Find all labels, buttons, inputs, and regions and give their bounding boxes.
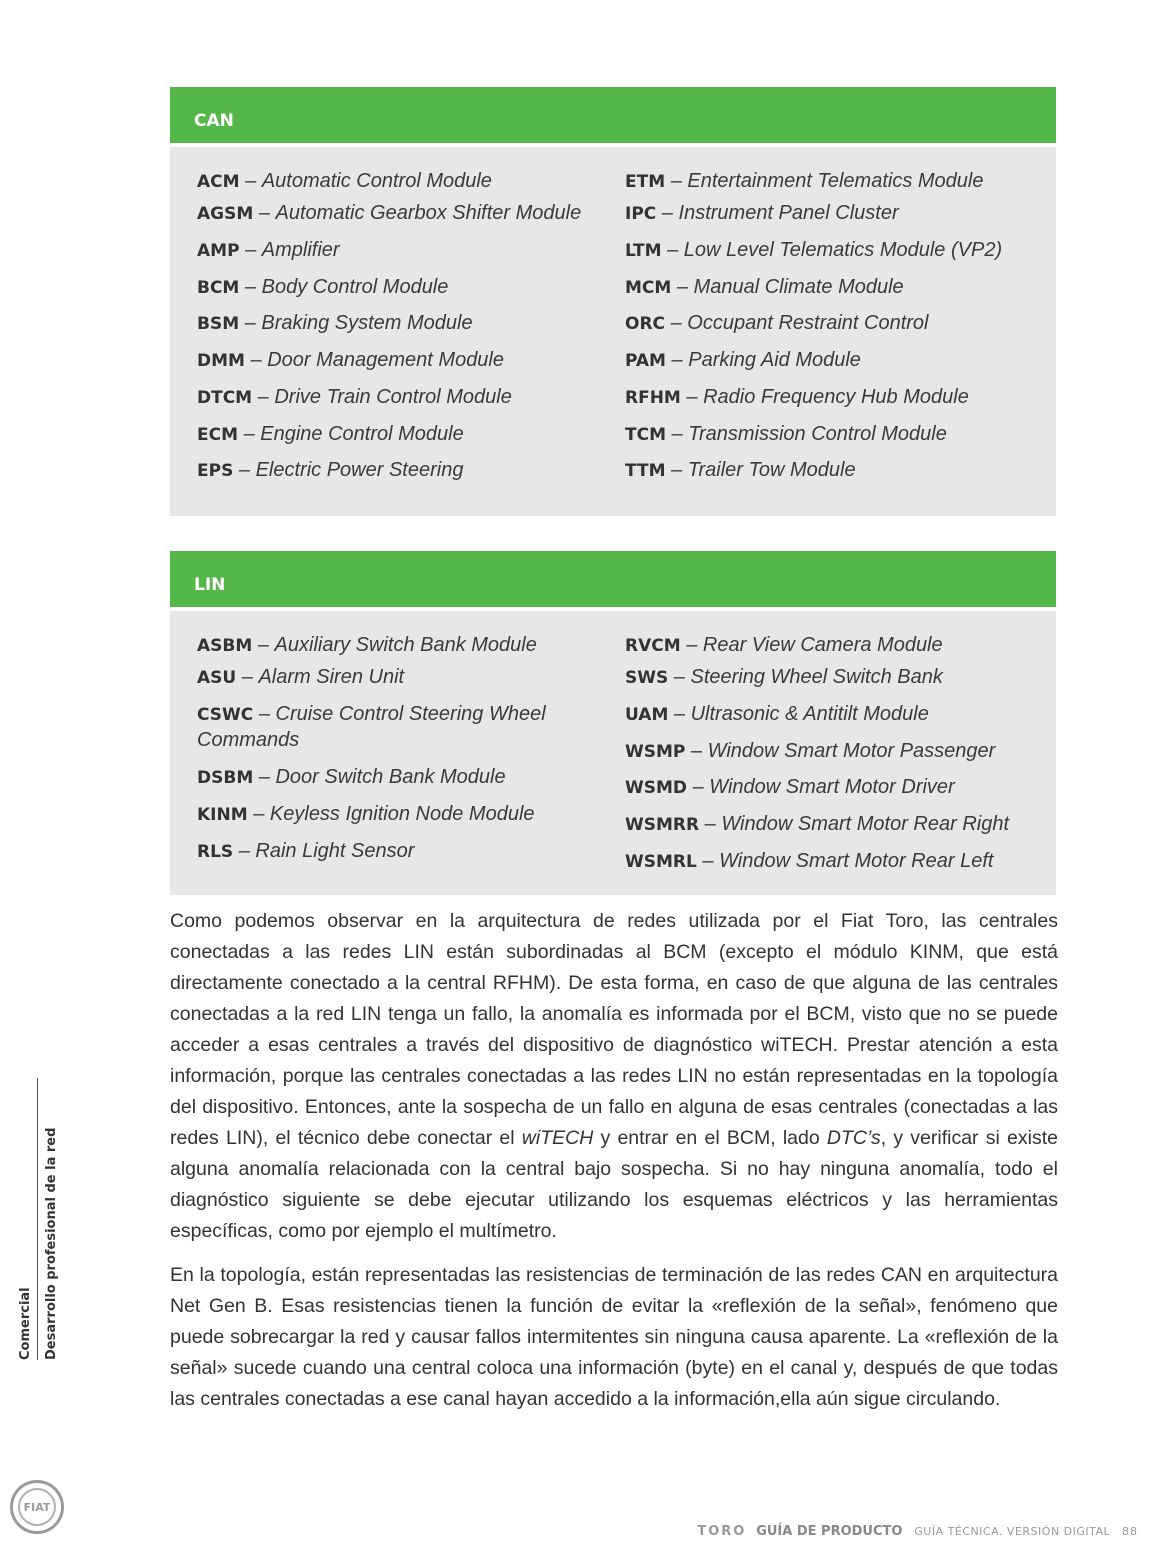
list-item: CSWC – Cruise Control Steering Wheel Commands: [197, 703, 546, 751]
fiat-logo-icon: [10, 1480, 64, 1534]
sidebar-divider: [37, 1078, 38, 1360]
list-item: DTCM – Drive Train Control Module: [197, 386, 512, 408]
list-item: BSM – Braking System Module: [197, 312, 473, 334]
list-item: ASU – Alarm Siren Unit: [197, 666, 405, 688]
list-item: LTM – Low Level Telematics Module (VP2): [625, 239, 1003, 261]
lin-section: [170, 551, 1056, 895]
footer-brand: TORO: [697, 1524, 747, 1539]
list-item: DSBM – Door Switch Bank Module: [197, 766, 506, 788]
sidebar-line-comercial: Comercial: [18, 1287, 33, 1360]
lin-title: LIN: [194, 575, 226, 595]
list-item: TTM – Trailer Tow Module: [625, 459, 856, 481]
footer-subtitle: GUÍA TÉCNICA. VERSIÓN DIGITAL: [914, 1525, 1111, 1538]
list-item: RVCM – Rear View Camera Module: [625, 634, 943, 656]
list-item: AMP – Amplifier: [197, 239, 340, 261]
list-item: ECM – Engine Control Module: [197, 423, 464, 445]
list-item: AGSM – Automatic Gearbox Shifter Module: [197, 202, 582, 224]
list-item: UAM – Ultrasonic & Antitilt Module: [625, 703, 929, 725]
list-item: WSMP – Window Smart Motor Passenger: [625, 740, 996, 762]
body-paragraph-1: Como podemos observar en la arquitectura de redes utilizada por el Fiat Toro, las centrales conectadas a las redes LIN están subordinadas al BCM (excepto el módulo KINM, que está directamente conectado a la central RFHM). De esta forma, en caso de que alguna de las centrales conectadas a la red LIN tenga un fallo, la anomalía es informada por el BCM, visto que no se puede acceder a esas centrales a través del dispositivo de diagnóstico wiTECH. Prestar atención a esta información, porque las centrales conectadas a las redes LIN no están representadas en la topología del dispositivo. Entonces, ante la sospecha de un fallo en alguna de esas centrales (conectadas a las redes LIN), el técnico debe conectar el wiTECH y entrar en el BCM, lado DTC’s, y verificar si existe alguna anomalía relacionada con la central bajo sospecha. Si no hay ninguna anomalía, todo el diagnóstico siguiente se debe ejecutar utilizando los esquemas eléctricos y las herramientas específicas, como por ejemplo el multímetro.: [170, 910, 1058, 1242]
sidebar-line-desarrollo: Desarrollo profesional de la red: [44, 1127, 59, 1360]
lin-header: [170, 551, 1056, 607]
list-item: WSMRL – Window Smart Motor Rear Left: [625, 850, 994, 872]
lin-panel: [170, 611, 1056, 895]
list-item: WSMRR – Window Smart Motor Rear Right: [625, 813, 1010, 835]
list-item: RLS – Rain Light Sensor: [197, 840, 415, 862]
can-header: [170, 87, 1056, 143]
list-item: MCM – Manual Climate Module: [625, 276, 904, 298]
can-title: CAN: [194, 111, 234, 131]
list-item: EPS – Electric Power Steering: [197, 459, 464, 481]
list-item: ORC – Occupant Restraint Control: [625, 312, 929, 334]
list-item: IPC – Instrument Panel Cluster: [625, 202, 899, 224]
list-item: DMM – Door Management Module: [197, 349, 504, 371]
list-item: RFHM – Radio Frequency Hub Module: [625, 386, 969, 408]
list-item: ETM – Entertainment Telematics Module: [625, 170, 984, 192]
list-item: SWS – Steering Wheel Switch Bank: [625, 666, 943, 688]
page-footer: [697, 1524, 1138, 1539]
list-item: ASBM – Auxiliary Switch Bank Module: [197, 634, 537, 656]
list-item: BCM – Body Control Module: [197, 276, 449, 298]
body-paragraph-2: En la topología, están representadas las resistencias de terminación de las redes CAN en arquitectura Net Gen B. Esas resistencias tienen la función de evitar la «reflexión de la señal», fenómeno que puede sobrecargar la red y causar fallos intermitentes sin ninguna causa aparente. La «reflexión de la señal» sucede cuando una central coloca una información (byte) en el canal y, después de que todas las centrales conectadas a ese canal hayan accedido a la información,ella aún sigue circulando.: [170, 1264, 1058, 1410]
footer-guide: GUÍA DE PRODUCTO: [756, 1524, 903, 1539]
list-item: PAM – Parking Aid Module: [625, 349, 861, 371]
can-panel: [170, 147, 1056, 516]
sidebar-label: [14, 1078, 59, 1360]
page-number: 88: [1122, 1525, 1138, 1538]
can-section: [170, 87, 1056, 516]
fiat-logo-text: FIAT: [18, 1488, 56, 1526]
list-item: KINM – Keyless Ignition Node Module: [197, 803, 535, 825]
list-item: ACM – Automatic Control Module: [197, 170, 492, 192]
list-item: WSMD – Window Smart Motor Driver: [625, 776, 955, 798]
list-item: TCM – Transmission Control Module: [625, 423, 947, 445]
